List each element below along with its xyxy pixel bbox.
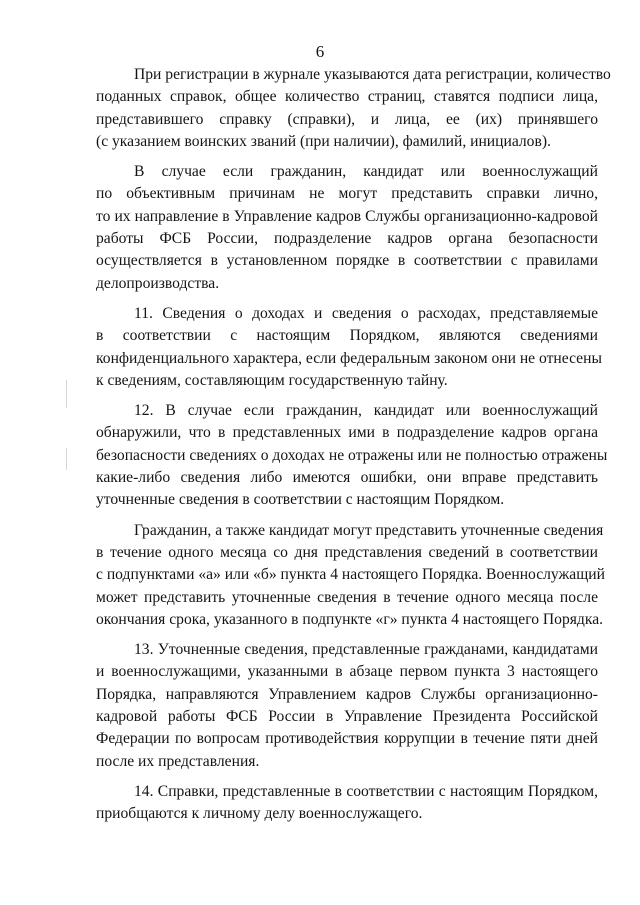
text-line: безопасности сведениях о доходах не отражены или не полностью отражены — [96, 446, 608, 464]
text-line: конфиденциального характера, если федеральным законом они не отнесены — [96, 349, 602, 367]
text-line: кадровой работы ФСБ России в Управление Президента Российской — [96, 708, 598, 726]
text-line: работы ФСБ России, подразделение кадров органа безопасности — [96, 230, 598, 248]
text-line: 13. Уточненные сведения, представленные гражданами, кандидатами — [134, 641, 598, 659]
text-line: осуществляется в установленном порядке в соответствии с правилами — [96, 252, 598, 270]
paragraph-submission-by-proxy — [96, 161, 598, 295]
text-line: окончания срока, указанного в подпункте «г» пункта 4 настоящего Порядка. — [96, 610, 604, 628]
margin-mark — [66, 448, 67, 470]
text-line: по объективным причинам не могут представить справки лично, — [96, 185, 598, 203]
text-line: обнаружили, что в представленных ими в подразделение кадров органа — [96, 424, 598, 442]
margin-mark — [66, 380, 67, 408]
text-line: (с указанием воинских званий (при наличии), фамилий, инициалов). — [96, 132, 551, 150]
text-line: и военнослужащими, указанными в абзаце первом пункта 3 настоящего — [96, 663, 598, 681]
text-line: При регистрации в журнале указываются дата регистрации, количество — [134, 66, 611, 83]
text-line: в соответствии с настоящим Порядком, являются сведениями — [96, 327, 598, 345]
text-line: может представить уточненные сведения в течение одного месяца после — [96, 588, 598, 606]
text-line: к сведениям, составляющим государственную тайну. — [96, 371, 448, 389]
paragraph-item-13 — [96, 639, 598, 773]
text-line: Гражданин, а также кандидат могут представить уточненные сведения — [134, 521, 604, 539]
text-line: представившего справку (справки), и лица, ее (их) принявшего — [96, 110, 598, 128]
text-line: уточненные сведения в соответствии с настоящим Порядком. — [96, 491, 505, 509]
text-line: 12. В случае если гражданин, кандидат или военнослужащий — [134, 402, 598, 420]
paragraph-item-11 — [96, 303, 602, 392]
text-line: поданных справок, общее количество страниц, ставятся подписи лица, — [96, 88, 598, 106]
text-line: Федерации по вопросам противодействия коррупции в течение пяти дней — [96, 730, 598, 748]
text-line: то их направление в Управление кадров Службы организационно-кадровой — [96, 207, 598, 225]
page-number: 6 — [315, 42, 325, 61]
text-line: после их представления. — [96, 752, 260, 770]
text-line: какие-либо сведения либо имеются ошибки, они вправе представить — [96, 469, 598, 487]
paragraph-registration-journal — [96, 64, 611, 153]
text-line: 14. Справки, представленные в соответствии с настоящим Порядком, — [134, 782, 598, 800]
text-line: делопроизводства. — [96, 274, 220, 292]
document-body — [96, 64, 611, 834]
paragraph-item-12-continued — [96, 520, 605, 631]
paragraph-item-14 — [96, 781, 598, 826]
text-line: приобщаются к личному делу военнослужащего. — [96, 805, 423, 823]
paragraph-item-12 — [96, 400, 608, 511]
text-line: В случае если гражданин, кандидат или военнослужащий — [134, 163, 598, 181]
text-line: с подпунктами «а» или «б» пункта 4 настоящего Порядка. Военнослужащий — [96, 566, 605, 584]
text-line: Порядка, направляются Управлением кадров Службы организационно- — [96, 685, 598, 703]
text-line: в течение одного месяца со дня представления сведений в соответствии — [96, 543, 598, 561]
text-line: 11. Сведения о доходах и сведения о расходах, представляемые — [134, 304, 598, 322]
